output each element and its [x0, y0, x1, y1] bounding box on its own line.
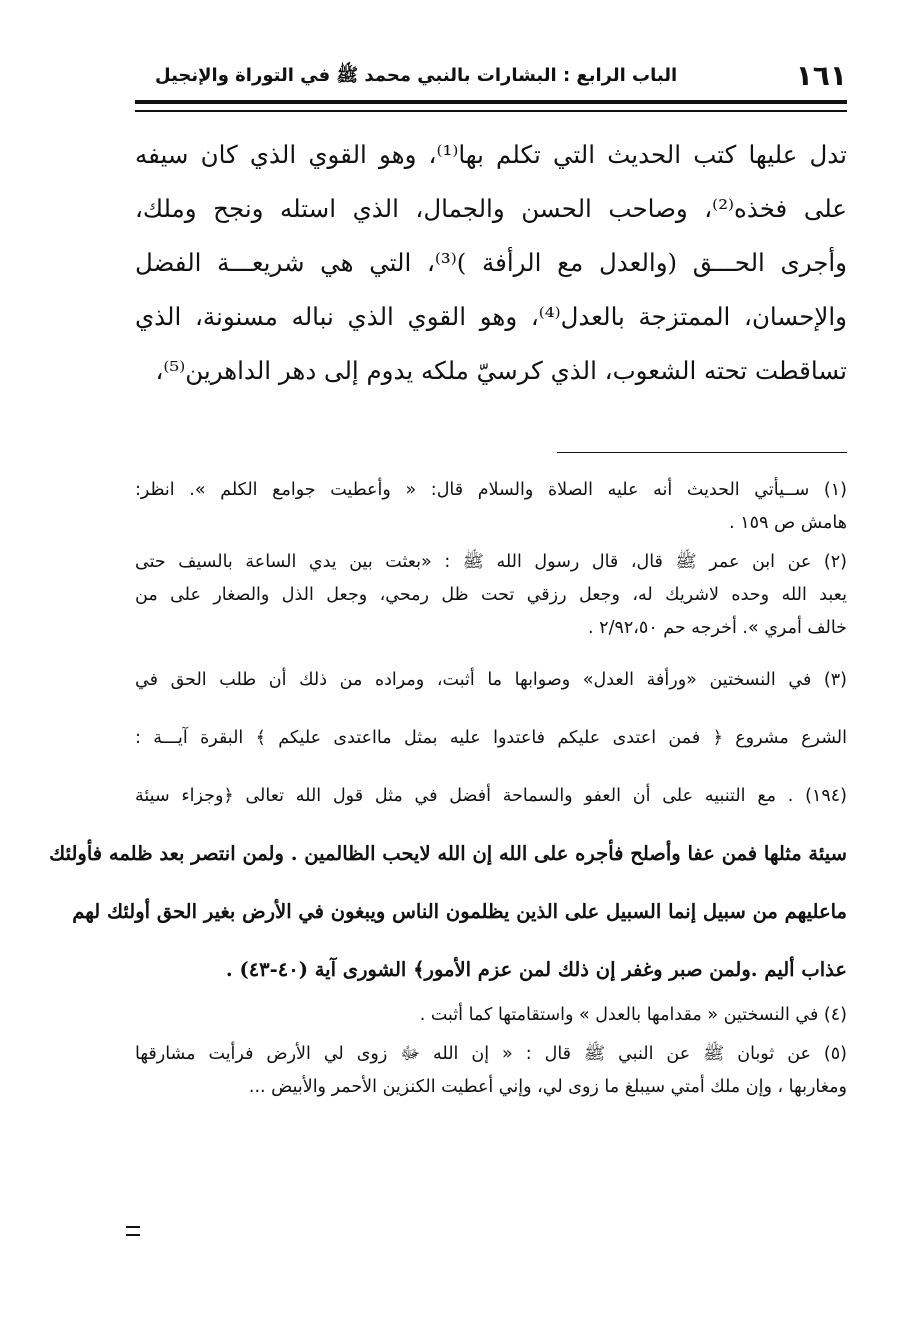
footnote-2 — [135, 546, 847, 645]
footnote-line: (٤) في النسختين « مقدامها بالعدل » واستقامتها كما أثبت . — [419, 1005, 847, 1025]
footnote-line: (٥) عن ثوبان ﷺ عن النبي ﷺ قال : « إن الله ﷻ زوى لي الأرض فرأيت مشارقها — [135, 1044, 847, 1064]
footnote-line: (١٩٤) . مع التنبيه على أن العفو والسماحة أفضل في مثل قول الله تعالى ﴿وجزاء سيئة — [135, 786, 847, 806]
footnote-line: (٢) عن ابن عمر ﷺ قال، قال رسول الله ﷺ : «بعثت بين يدي الساعة بالسيف حتى — [135, 552, 847, 572]
footnote-separator — [557, 452, 847, 453]
footnote-5 — [135, 1038, 847, 1104]
main-text-line: والإحسان، الممتزجة بالعدل⁽⁴⁾، وهو القوي الذي نباله مسنونة، الذي — [135, 302, 848, 331]
page-number: ١٦١ — [795, 59, 847, 92]
footnote-line: يعبد الله وحده لاشريك له، وجعل رزقي تحت ظل رمحي، وجعل الذل والصغار على من — [135, 585, 847, 605]
footnote-quran-line: عذاب أليم .ولمن صبر وغفر إن ذلك لمن عزم الأمور﴾ الشورى آية (٤٠-٤٣) . — [225, 958, 847, 981]
main-text-line: على فخذه⁽²⁾، وصاحب الحسن والجمال، الذي استله ونجح وملك، — [135, 194, 847, 223]
footnote-line: (٣) في النسختين «ورأفة العدل» وصوابها ما أثبت، ومراده من ذلك أن طلب الحق في — [135, 670, 847, 690]
footnote-quran-line: ماعليهم من سبيل إنما السبيل على الذين يظلمون الناس ويبغون في الأرض بغير الحق أولئك لهم — [72, 900, 847, 923]
footnote-line: هامش ص ١٥٩ . — [729, 513, 847, 533]
main-text-line: وأجرى الحـــق (والعدل مع الرأفة )⁽³⁾، التي هي شريعـــة الفضل — [135, 248, 847, 277]
footnote-line: الشرع مشروع ﴿ فمن اعتدى عليكم فاعتدوا عليه بمثل مااعتدى عليكم ﴾ البقرة آيـــة : — [135, 728, 847, 748]
running-title: الباب الرابع : البشارات بالنبي محمد ﷺ في التوراة والإنجيل — [155, 65, 678, 86]
footnote-3 — [49, 651, 847, 999]
footnote-line: خالف أمري ». أخرجه حم ٢/٩٢،٥٠ . — [588, 618, 847, 638]
main-text-line: تدل عليها كتب الحديث التي تكلم بها⁽¹⁾، وهو القوي الذي كان سيفه — [135, 140, 847, 169]
header-rule-thick — [135, 100, 847, 104]
footnote-line: ومغاربها ، وإن ملك أمتي سيبلغ ما زوى لي، وإني أعطيت الكنزين الأحمر والأبيض ... — [248, 1077, 847, 1097]
main-text-line: تساقطت تحته الشعوب، الذي كرسيّ ملكه يدوم إلى دهر الداهرين⁽⁵⁾، — [155, 356, 847, 385]
footnote-line: (١) ســيأتي الحديث أنه عليه الصلاة والسلام قال: « وأعطيت جوامع الكلم ». انظر: — [135, 480, 847, 500]
footnote-4 — [135, 999, 847, 1032]
footnote-quran-line: سيئة مثلها فمن عفا وأصلح فأجره على الله إن الله لايحب الظالمين . ولمن انتصر بعد ظلمه فأولئك — [49, 842, 847, 865]
continuation-mark — [126, 1226, 140, 1236]
footnotes — [49, 474, 847, 1104]
header-rule-thin — [135, 110, 847, 112]
page-header — [135, 58, 847, 98]
main-text — [135, 128, 847, 398]
footnote-1 — [135, 474, 847, 540]
